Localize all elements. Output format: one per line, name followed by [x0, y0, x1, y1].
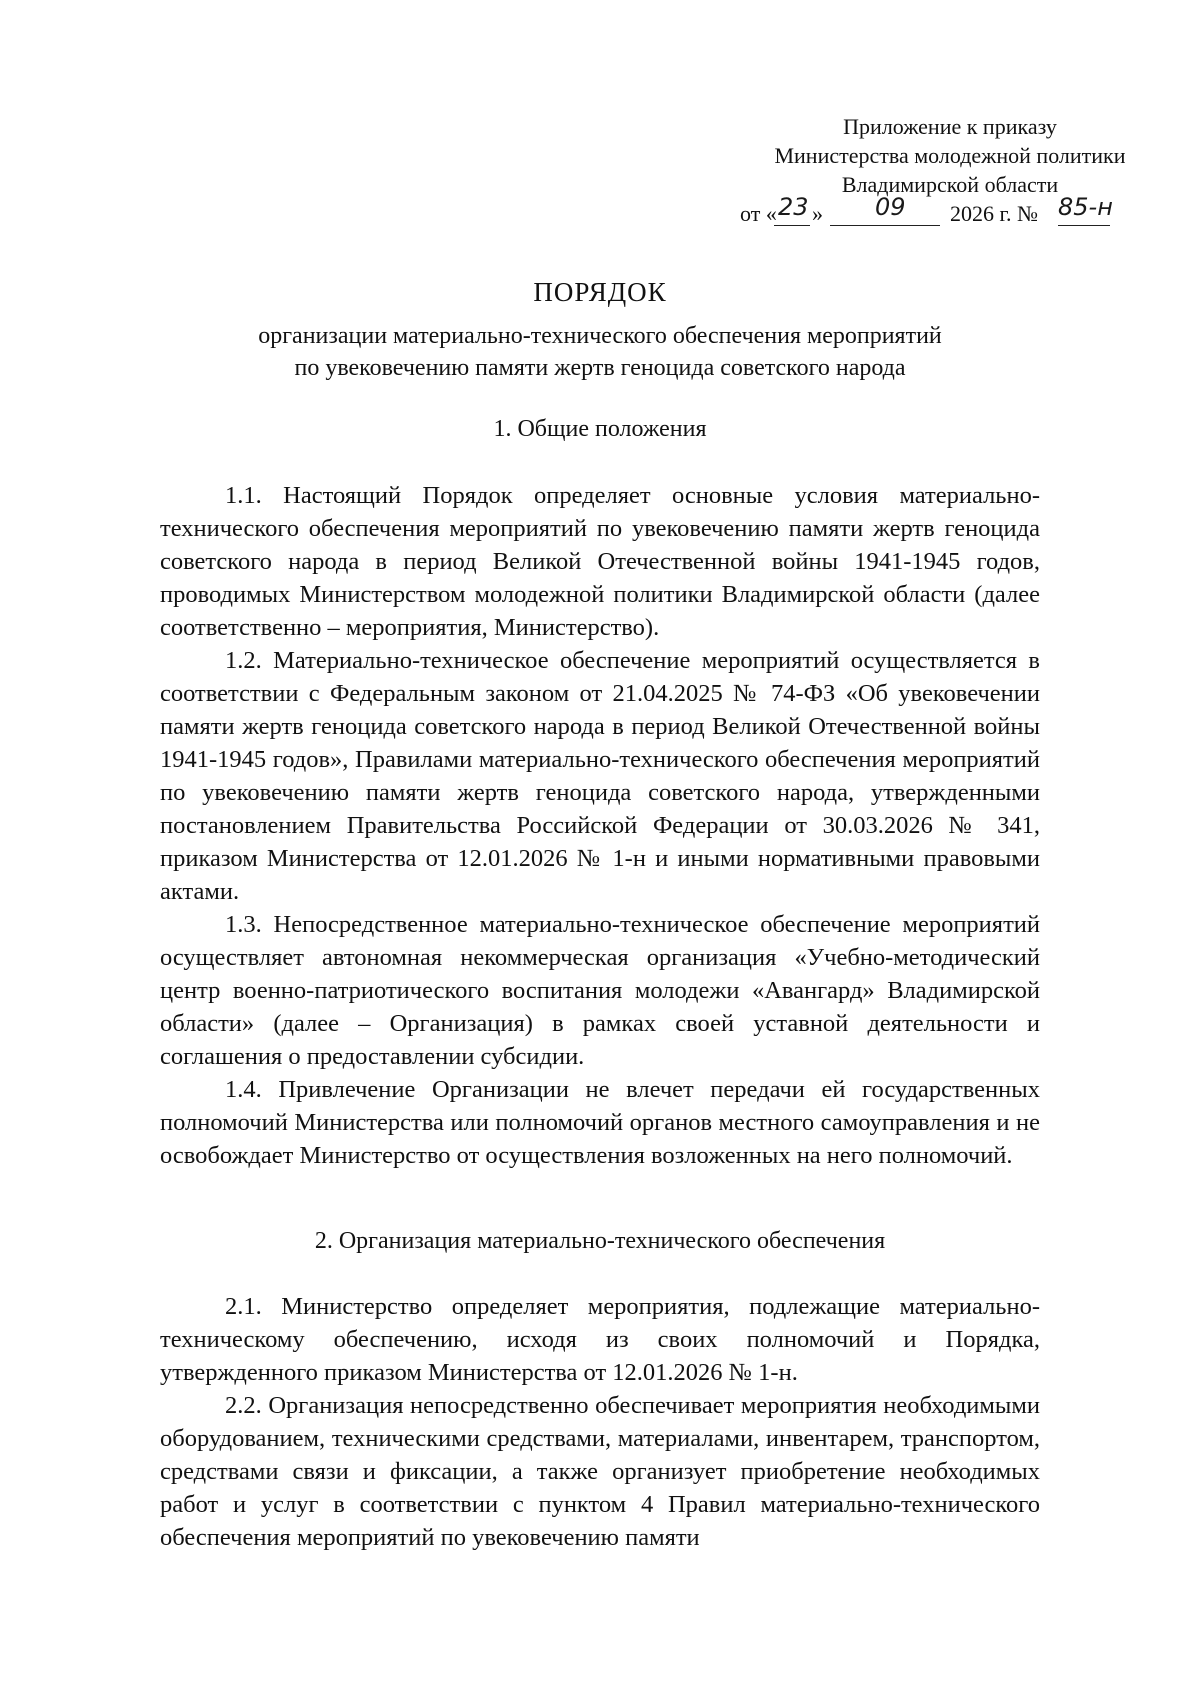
order-date-number — [740, 193, 1160, 231]
appendix-header — [740, 112, 1160, 231]
handwritten-day: 23 — [778, 193, 809, 221]
month-underline — [830, 225, 940, 226]
section-heading-1: 1. Общие положения — [493, 416, 707, 442]
section-2-body — [160, 1290, 1040, 1554]
day-underline — [774, 225, 810, 226]
paragraph-2-1: 2.1. Министерство определяет мероприятия, подлежащие материально-техническому обеспечению, исходя из своих полномочий и Порядка, утвержденного приказом Министерства от 12.01.2026 № 1-н. — [160, 1293, 1040, 1386]
paragraph-1-1: 1.1. Настоящий Порядок определяет основные условия материально-технического обеспечения мероприятий по увековечению памяти жертв геноцида советского народа в период Великой Отечественной войны 1941-1945 годов, проводимых Министерством молодежной политики Владимирской области (далее соответственно – мероприятия, Министерство). — [160, 482, 1040, 641]
section-1-body — [160, 479, 1040, 1172]
date-quote-close: » — [812, 201, 823, 226]
paragraph-2-2: 2.2. Организация непосредственно обеспечивает мероприятия необходимыми оборудованием, техническими средствами, материалами, инвентарем, транспортом, средствами связи и фиксации, а также организует приобретение необходимых работ и услуг в соответствии с пунктом 4 Правил материально-технического обеспечения мероприятий по увековечению памяти — [160, 1392, 1040, 1551]
year-and-number-label: 2026 г. № — [950, 201, 1039, 226]
appendix-line: Владимирской области — [841, 172, 1059, 197]
subtitle-line: по увековечению памяти жертв геноцида советского народа — [294, 355, 906, 381]
document-title: ПОРЯДОК — [533, 277, 667, 307]
handwritten-number: 85-н — [1058, 193, 1113, 221]
paragraph-1-2: 1.2. Материально-техническое обеспечение мероприятий осуществляется в соответствии с Федеральным законом от 21.04.2025 № 74-ФЗ «Об увековечении памяти жертв геноцида советского народа в период Великой Отечественной войны 1941-1945 годов», Правилами материально-технического обеспечения мероприятий по увековечению памяти жертв геноцида советского народа, утвержденными постановлением Правительства Российской Федерации от 30.03.2026 № 341, приказом Министерства от 12.01.2026 № 1-н и иными нормативными правовыми актами. — [160, 647, 1040, 905]
document-subtitle — [0, 320, 1200, 384]
date-prefix: от « — [740, 201, 777, 226]
section-heading-2: 2. Организация материально-технического обеспечения — [314, 1228, 886, 1254]
number-underline — [1058, 225, 1110, 226]
appendix-line: Приложение к приказу — [843, 114, 1057, 139]
paragraph-1-4: 1.4. Привлечение Организации не влечет передачи ей государственных полномочий Министерства или полномочий органов местного самоуправления и не освобождает Министерство от осуществления возложенных на него полномочий. — [160, 1076, 1040, 1169]
handwritten-month: 09 — [875, 193, 906, 221]
paragraph-1-3: 1.3. Непосредственное материально-техническое обеспечение мероприятий осуществляет автономная некоммерческая организация «Учебно-методический центр военно-патриотического воспитания молодежи «Авангард» Владимирской области» (далее – Организация) в рамках своей уставной деятельности и соглашения о предоставлении субсидии. — [160, 911, 1040, 1070]
appendix-line: Министерства молодежной политики — [774, 143, 1126, 168]
subtitle-line: организации материально-технического обеспечения мероприятий — [258, 323, 942, 349]
